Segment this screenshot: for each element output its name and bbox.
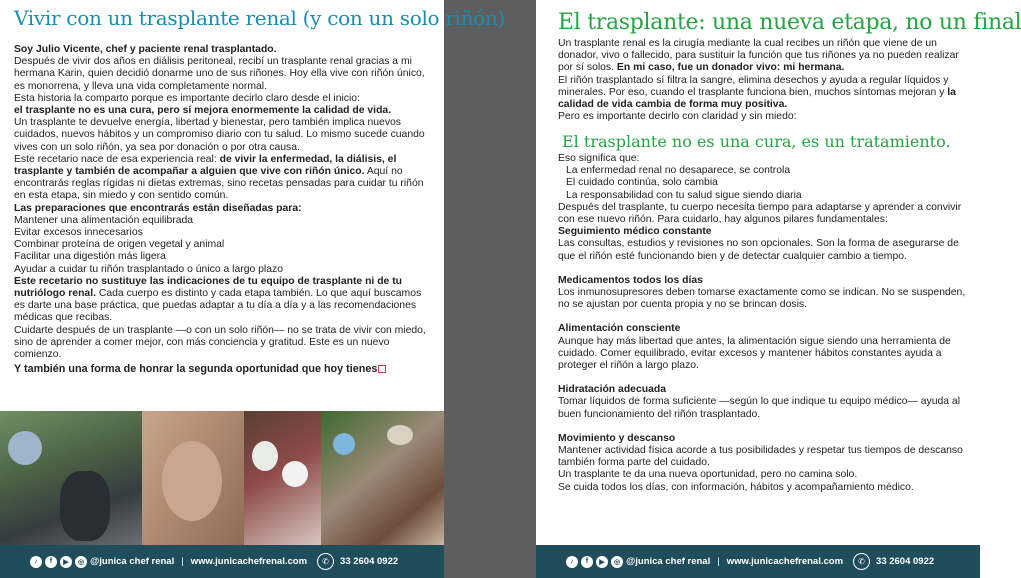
face-mask bbox=[333, 433, 355, 455]
facebook-icon[interactable]: f bbox=[45, 556, 57, 568]
cap bbox=[387, 425, 413, 445]
website-link[interactable]: www.junicachefrenal.com bbox=[190, 556, 308, 567]
means-line: Eso significa que: bbox=[558, 153, 640, 164]
pillar-text: Aunque hay más libertad que antes, la alimentación sigue siendo una herramienta de cuidado. Comer equilibrado, evitar excesos y mantener hábitos constantes ayuda a proteger el riñón a largo plazo. bbox=[558, 335, 951, 372]
youtube-icon[interactable]: ▶ bbox=[60, 556, 72, 568]
pillar-text: Los inmunosupresores deben tomarse exactamente como se indican. No se suspenden, no se ajustan por cuenta propia y no se brincan dosis. bbox=[558, 287, 966, 311]
intro-paragraph bbox=[558, 38, 972, 75]
list-heading: Las preparaciones que encontrarás están diseñadas para: bbox=[14, 202, 302, 214]
list-item: Ayudar a cuidar tu riñón trasplantado o único a largo plazo bbox=[14, 263, 283, 275]
youtube-icon[interactable]: ▶ bbox=[596, 556, 608, 568]
photo-strip bbox=[0, 411, 444, 545]
left-body bbox=[14, 44, 434, 375]
instagram-icon[interactable]: ◎ bbox=[75, 556, 87, 568]
left-page-title: Vivir con un trasplante renal (y con un solo riñón) bbox=[14, 6, 506, 30]
section-subtitle: El trasplante no es una cura, es un tratamiento. bbox=[562, 132, 951, 151]
pillar-heading: Hidratación adecuada bbox=[558, 384, 666, 396]
disclaimer-paragraph bbox=[14, 276, 434, 325]
phone-number[interactable]: 33 2604 0922 bbox=[340, 556, 399, 567]
page-gutter bbox=[444, 0, 536, 578]
closing-line: Se cuida todos los días, con información, hábitos y acompañamiento médico. bbox=[558, 481, 914, 493]
face-mask bbox=[8, 431, 42, 465]
intro-bold: Soy Julio Vicente, chef y paciente renal trasplantado. bbox=[14, 44, 277, 55]
clarity-line: Pero es importante decirlo con claridad y sin miedo: bbox=[558, 111, 797, 123]
origin-paragraph bbox=[14, 154, 434, 203]
whatsapp-icon[interactable]: ✆ bbox=[317, 553, 334, 570]
right-page bbox=[536, 0, 1021, 578]
tiktok-icon[interactable]: ♪ bbox=[30, 556, 42, 568]
means-item: La enfermedad renal no desaparece, se controla bbox=[566, 165, 791, 177]
closing-text: Y también una forma de honrar la segunda oportunidad que hoy tienes bbox=[14, 363, 378, 376]
pillar-text: Mantener actividad física acorde a tus posibilidades y respetar tus tiempos de descanso también forma parte del cuidado. bbox=[558, 445, 963, 469]
means-item: El cuidado continúa, solo cambia bbox=[566, 177, 718, 189]
whatsapp-icon[interactable]: ✆ bbox=[853, 553, 870, 570]
list-item: Facilitar una digestión más ligera bbox=[14, 251, 166, 263]
function-text: El riñón trasplantado sí filtra la sangre, elimina desechos y ayuda a regular líquidos y minerales. Por eso, cuando el trasplante funciona bien, muchos síntomas mejoran y bbox=[558, 74, 949, 98]
face-mask bbox=[282, 461, 308, 487]
story-paragraph-2: Un trasplante te devuelve energía, libertad y bienestar, pero también implica nuevos cuidados, nuevos hábitos y un compromiso diario con tu salud. Lo mismo sucede cuando vives con un solo riñón, ya sea por donación o por otra causa. bbox=[14, 117, 425, 153]
after-paragraph: Después del trasplante, tu cuerpo necesita tiempo para adaptarse y aprender a convivir con ese nuevo riñón. Para cuidarlo, hay algunos pilares fundamentales: bbox=[558, 201, 962, 226]
phone-number[interactable]: 33 2604 0922 bbox=[876, 556, 935, 567]
pillar-heading: Seguimiento médico constante bbox=[558, 226, 712, 238]
instagram-icon[interactable]: ◎ bbox=[611, 556, 623, 568]
closing-line: Un trasplante te da una nueva oportunidad, pero no camina solo. bbox=[558, 469, 858, 481]
care-paragraph: Cuidarte después de un trasplante —o con un solo riñón— no se trata de vivir con miedo, sino de aprender a comer mejor, con más conciencia y gratitud. Este es un nuevo comienzo. bbox=[14, 324, 426, 361]
disclaimer-bold: Este recetario no sustituye las indicaciones de tu equipo de trasplante ni de tu nutriólogo renal. bbox=[14, 275, 403, 300]
intro-text-a: Un trasplante renal es la cirugía mediante la cual recibes un riñón que viene de un donador, vivo o fallecido, para sustituir la función que tus riñones ya no pueden realizar por sí solos. bbox=[558, 38, 959, 74]
intro-bold: En mi caso, fue un donador vivo: mi hermana. bbox=[616, 62, 845, 74]
origin-text-a: Este recetario nace de esa experiencia real: bbox=[14, 153, 217, 165]
surgery-scar-photo bbox=[142, 411, 244, 545]
separator: | bbox=[717, 556, 720, 567]
function-bold: la calidad de vida cambia de forma muy positiva. bbox=[558, 86, 956, 111]
face-mask bbox=[252, 441, 278, 471]
pillar-text: Tomar líquidos de forma suficiente —según lo que indique tu equipo médico— ayuda al buen funcionamiento del riñón trasplantado. bbox=[558, 396, 961, 420]
intro-paragraph: Después de vivir dos años en diálisis peritoneal, recibí un trasplante renal gracias a mi hermana Karin, quien decidió donarme uno de sus riñones. Hoy ella vive con riñón único, es monorrena, y lleva una vida completamente normal. bbox=[14, 56, 425, 92]
embedded-icon bbox=[378, 365, 386, 373]
pillar-text: Las consultas, estudios y revisiones no son opcionales. Son la forma de asegurarse de que el riñón esté funcionando bien y de detectar cualquier cambio a tiempo. bbox=[558, 238, 959, 262]
origin-bold: de vivir la enfermedad, la diálisis, el trasplante y también de acompañar a alguien que vive con riñón único. bbox=[14, 153, 397, 178]
story-text: Esta historia la comparto porque es importante decirlo claro desde el inicio: bbox=[14, 92, 360, 104]
story-bold: el trasplante no es una cura, pero sí mejora enormemente la calidad de vida. bbox=[14, 105, 392, 117]
right-footer bbox=[536, 545, 980, 578]
facebook-icon[interactable]: f bbox=[581, 556, 593, 568]
siblings-photo bbox=[244, 411, 321, 545]
skin-area bbox=[162, 441, 222, 521]
list-item: Evitar excesos innecesarios bbox=[14, 227, 143, 239]
origin-text-b: Aquí no encontrarás reglas rígidas ni dietas extremas, sino recetas pensadas para cuidar tu riñón en esta etapa, sin miedo y con sentido común. bbox=[14, 166, 424, 202]
left-page bbox=[0, 0, 506, 578]
pillar-heading: Alimentación consciente bbox=[558, 323, 681, 335]
story-paragraph bbox=[14, 93, 434, 117]
hug-photo bbox=[321, 411, 444, 545]
right-intro bbox=[558, 38, 972, 123]
function-paragraph bbox=[558, 75, 972, 112]
right-body bbox=[558, 153, 972, 494]
closing-line bbox=[14, 363, 434, 375]
right-page-title: El trasplante: una nueva etapa, no un final bbox=[558, 10, 1021, 35]
tiktok-icon[interactable]: ♪ bbox=[566, 556, 578, 568]
left-footer bbox=[0, 545, 444, 578]
disclaimer-text: Cada cuerpo es distinto y cada etapa también. Lo que aquí buscamos es darte una base práctica, que puedas adaptar a tu día a día y a las recomendaciones médicas que recibas. bbox=[14, 288, 422, 324]
means-item: La responsabilidad con tu salud sigue siendo diaria bbox=[566, 189, 802, 201]
pillar-heading: Medicamentos todos los días bbox=[558, 274, 703, 286]
separator: | bbox=[181, 556, 184, 567]
list-item: Mantener una alimentación equilibrada bbox=[14, 214, 194, 226]
website-link[interactable]: www.junicachefrenal.com bbox=[726, 556, 844, 567]
hospital-photo bbox=[0, 411, 142, 545]
list-item: Combinar proteína de origen vegetal y animal bbox=[14, 239, 225, 251]
social-handle[interactable]: @junica chef renal bbox=[90, 556, 175, 567]
social-handle[interactable]: @junica chef renal bbox=[626, 556, 711, 567]
person-figure bbox=[60, 471, 110, 541]
pillar-heading: Movimiento y descanso bbox=[558, 432, 676, 444]
